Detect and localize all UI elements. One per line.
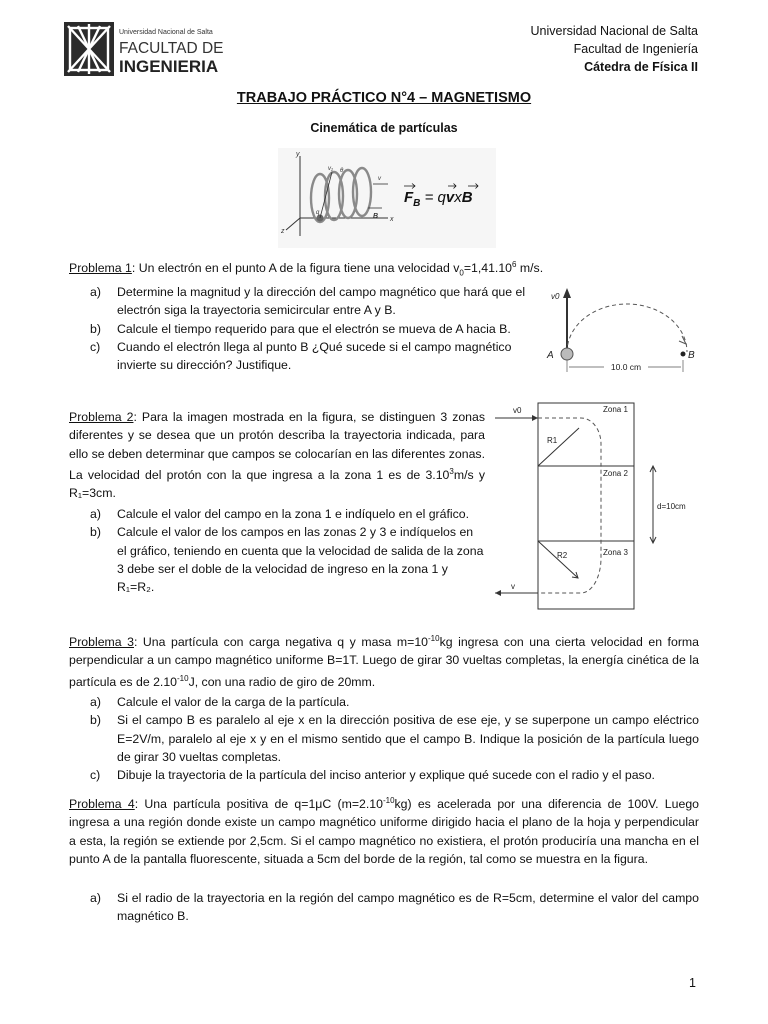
institution-chair: Cátedra de Física II bbox=[584, 60, 698, 74]
institution-faculty: Facultad de Ingeniería bbox=[573, 42, 698, 56]
problem-4-items bbox=[69, 889, 699, 926]
logo-university-text: Universidad Nacional de Salta bbox=[119, 29, 213, 36]
axis-z-label: z bbox=[281, 228, 285, 235]
problem-4-label: Problema 4 bbox=[69, 797, 135, 812]
list-marker: a) bbox=[90, 507, 101, 521]
logo-line2-text: INGENIERIA bbox=[119, 57, 219, 76]
page-subtitle: Cinemática de partículas bbox=[310, 121, 458, 135]
list-item bbox=[69, 766, 699, 784]
zone-2-label: Zona 2 bbox=[603, 469, 628, 478]
list-item-text: Calcule el valor de la carga de la partícula. bbox=[117, 695, 350, 709]
zone-3-label: Zona 3 bbox=[603, 548, 628, 557]
page-title: TRABAJO PRÁCTICO N°4 – MAGNETISMO bbox=[236, 90, 532, 106]
point-a-label: A bbox=[547, 350, 554, 361]
list-item-text: Si el campo B es paralelo al eje x en la dirección positiva de ese eje, y se superpone un campo eléctrico E=2V/m, paralelo al eje x y en el mismo sentido que el campo B. Indique la posición de la partícula luego de girar 30 vueltas completas. bbox=[117, 713, 699, 764]
faculty-logo bbox=[64, 22, 234, 78]
problem-3-text-a: : Una partícula con carga negativa q y masa m=10 bbox=[133, 635, 429, 650]
list-marker: b) bbox=[90, 321, 101, 336]
list-marker: a) bbox=[90, 695, 101, 709]
semicircle-figure bbox=[540, 280, 710, 380]
problem-1-text-a: : Un electrón en el punto A de la figura tiene una velocidad v bbox=[131, 261, 460, 276]
list-item-text: Determine la magnitud y la dirección del campo magnético que hará que el electrón siga la trayectoria semicircular entre A y B. bbox=[117, 285, 526, 318]
problem-2-items bbox=[69, 505, 485, 596]
entry-velocity-label: v0 bbox=[513, 406, 522, 415]
list-marker: a) bbox=[90, 891, 101, 905]
formula-cross: x bbox=[454, 189, 462, 206]
problem-3-text-b: kg ingresa con una cierta velocidad en forma perpendicular a un campo magnético uniforme B=1T. Luego de girar 30 vueltas completas, la energía cinética de la partícula es de 2.10 bbox=[69, 635, 699, 689]
institution-university: Universidad Nacional de Salta bbox=[530, 24, 698, 38]
institution-block bbox=[531, 22, 698, 76]
charge-label: q bbox=[316, 210, 320, 216]
list-item bbox=[69, 693, 699, 711]
problem-1-label: Problema 1 bbox=[69, 261, 132, 276]
problem-2-text-b: m/s y R₁=3cm. bbox=[69, 467, 486, 501]
v1-label: v₁ bbox=[328, 166, 333, 172]
problem-3-items bbox=[69, 693, 699, 784]
b-field-label: B bbox=[373, 213, 379, 220]
formula-force-subscript: B bbox=[413, 198, 421, 209]
problem-3-exp-a: -10 bbox=[428, 634, 440, 643]
problem-3-label: Problema 3 bbox=[69, 635, 134, 650]
exit-velocity-label: v bbox=[511, 582, 515, 591]
theta-label: θ bbox=[340, 168, 344, 174]
list-item bbox=[69, 711, 699, 766]
list-item-text: Cuando el electrón llega al punto B ¿Qué sucede si el campo magnético invierte su dirección? Justifique. bbox=[117, 339, 512, 373]
list-item-text: Calcule el valor de los campos en las zonas 2 y 3 e indíquelos en el gráfico, teniendo en cuenta que la velocidad de salida de la zona 3 debe ser el doble de la velocidad de ingreso en la zona 1 y R₁=R₂. bbox=[117, 525, 484, 595]
zones-figure bbox=[495, 398, 700, 613]
list-marker: a) bbox=[90, 285, 101, 299]
problem-1-text-c: m/s. bbox=[516, 261, 544, 276]
formula-equals-q: = q bbox=[420, 189, 446, 206]
page-number: 1 bbox=[689, 976, 696, 990]
list-marker: b) bbox=[90, 713, 101, 728]
formula-velocity: v bbox=[445, 189, 455, 206]
problem-3-intro bbox=[69, 630, 699, 691]
list-item bbox=[69, 523, 485, 596]
distance-d-label: d=10cm bbox=[657, 502, 686, 511]
point-b-label: B bbox=[688, 350, 695, 361]
list-item bbox=[69, 283, 534, 320]
distance-label: 10.0 cm bbox=[610, 362, 642, 372]
problem-2-label: Problema 2 bbox=[69, 410, 134, 424]
list-item-text: Dibuje la trayectoria de la partícula del inciso anterior y explique qué sucede con el radio y el paso. bbox=[117, 768, 655, 783]
problem-1-items bbox=[69, 283, 534, 374]
list-marker: c) bbox=[90, 339, 101, 354]
formula-field: B bbox=[461, 189, 473, 206]
problem-4-text-b: kg) es acelerada por una diferencia de 100V. Luego ingresa a una región donde existe un campo magnético uniforme dirigido hacia el plano de la hoja y perpendicular a esta, la región se extiende por 2,5cm. Si el campo magnético no existiera, el protón produciría una mancha en el punto A de la pantalla fluorescente, situada a 5cm del borde de la región, tal como se muestra en la figura. bbox=[69, 797, 699, 866]
list-item-text: Calcule el tiempo requerido para que el electrón se mueva de A hacia B. bbox=[117, 321, 511, 336]
problem-4-exp: -10 bbox=[382, 796, 395, 805]
problem-1-intro bbox=[69, 256, 699, 283]
list-item-text: Si el radio de la trayectoria en la región del campo magnético es de R=5cm, determine el valor del campo magnético B. bbox=[117, 891, 699, 924]
problem-2-exp: 3 bbox=[449, 466, 454, 476]
formula-force: F bbox=[404, 189, 414, 206]
list-item bbox=[69, 320, 534, 338]
helix-figure bbox=[278, 148, 496, 248]
problem-1-text-b: =1,41.10 bbox=[463, 261, 513, 276]
list-marker: c) bbox=[90, 768, 101, 783]
r1-label: R1 bbox=[547, 436, 558, 445]
list-item bbox=[69, 505, 485, 523]
list-item bbox=[69, 338, 534, 375]
v-label: v bbox=[378, 176, 381, 182]
problem-4-text-a: : Una partícula positiva de q=1μC (m=2.10 bbox=[134, 797, 383, 812]
list-item bbox=[69, 889, 699, 926]
list-item-text: Calcule el valor del campo en la zona 1 e indíquelo en el gráfico. bbox=[117, 507, 470, 521]
r2-label: R2 bbox=[557, 551, 568, 560]
axis-y-label: y bbox=[296, 151, 300, 158]
list-marker: b) bbox=[90, 525, 101, 540]
problem-1-exp: 6 bbox=[512, 260, 517, 269]
zone-1-label: Zona 1 bbox=[603, 405, 628, 414]
problem-2-intro bbox=[69, 408, 485, 503]
logo-line1-text: FACULTAD DE bbox=[119, 40, 224, 57]
v0-label: v0 bbox=[551, 292, 560, 301]
problem-2-text-a: : Para la imagen mostrada en la figura, se distinguen 3 zonas diferentes y se desea que un protón describa la trayectoria indicada, para ello se deben determinar que campos se colocarían en las diferentes zonas. La velocidad del protón con la que ingresa a la zona 1 es de 3.10 bbox=[69, 410, 486, 482]
problem-4-intro bbox=[69, 792, 699, 868]
problem-1-sub: 0 bbox=[459, 268, 464, 278]
problem-3-exp-b: -10 bbox=[177, 673, 189, 683]
problem-3-text-c: J, con una radio de giro de 20mm. bbox=[188, 674, 376, 689]
axis-x-label: x bbox=[390, 216, 394, 223]
